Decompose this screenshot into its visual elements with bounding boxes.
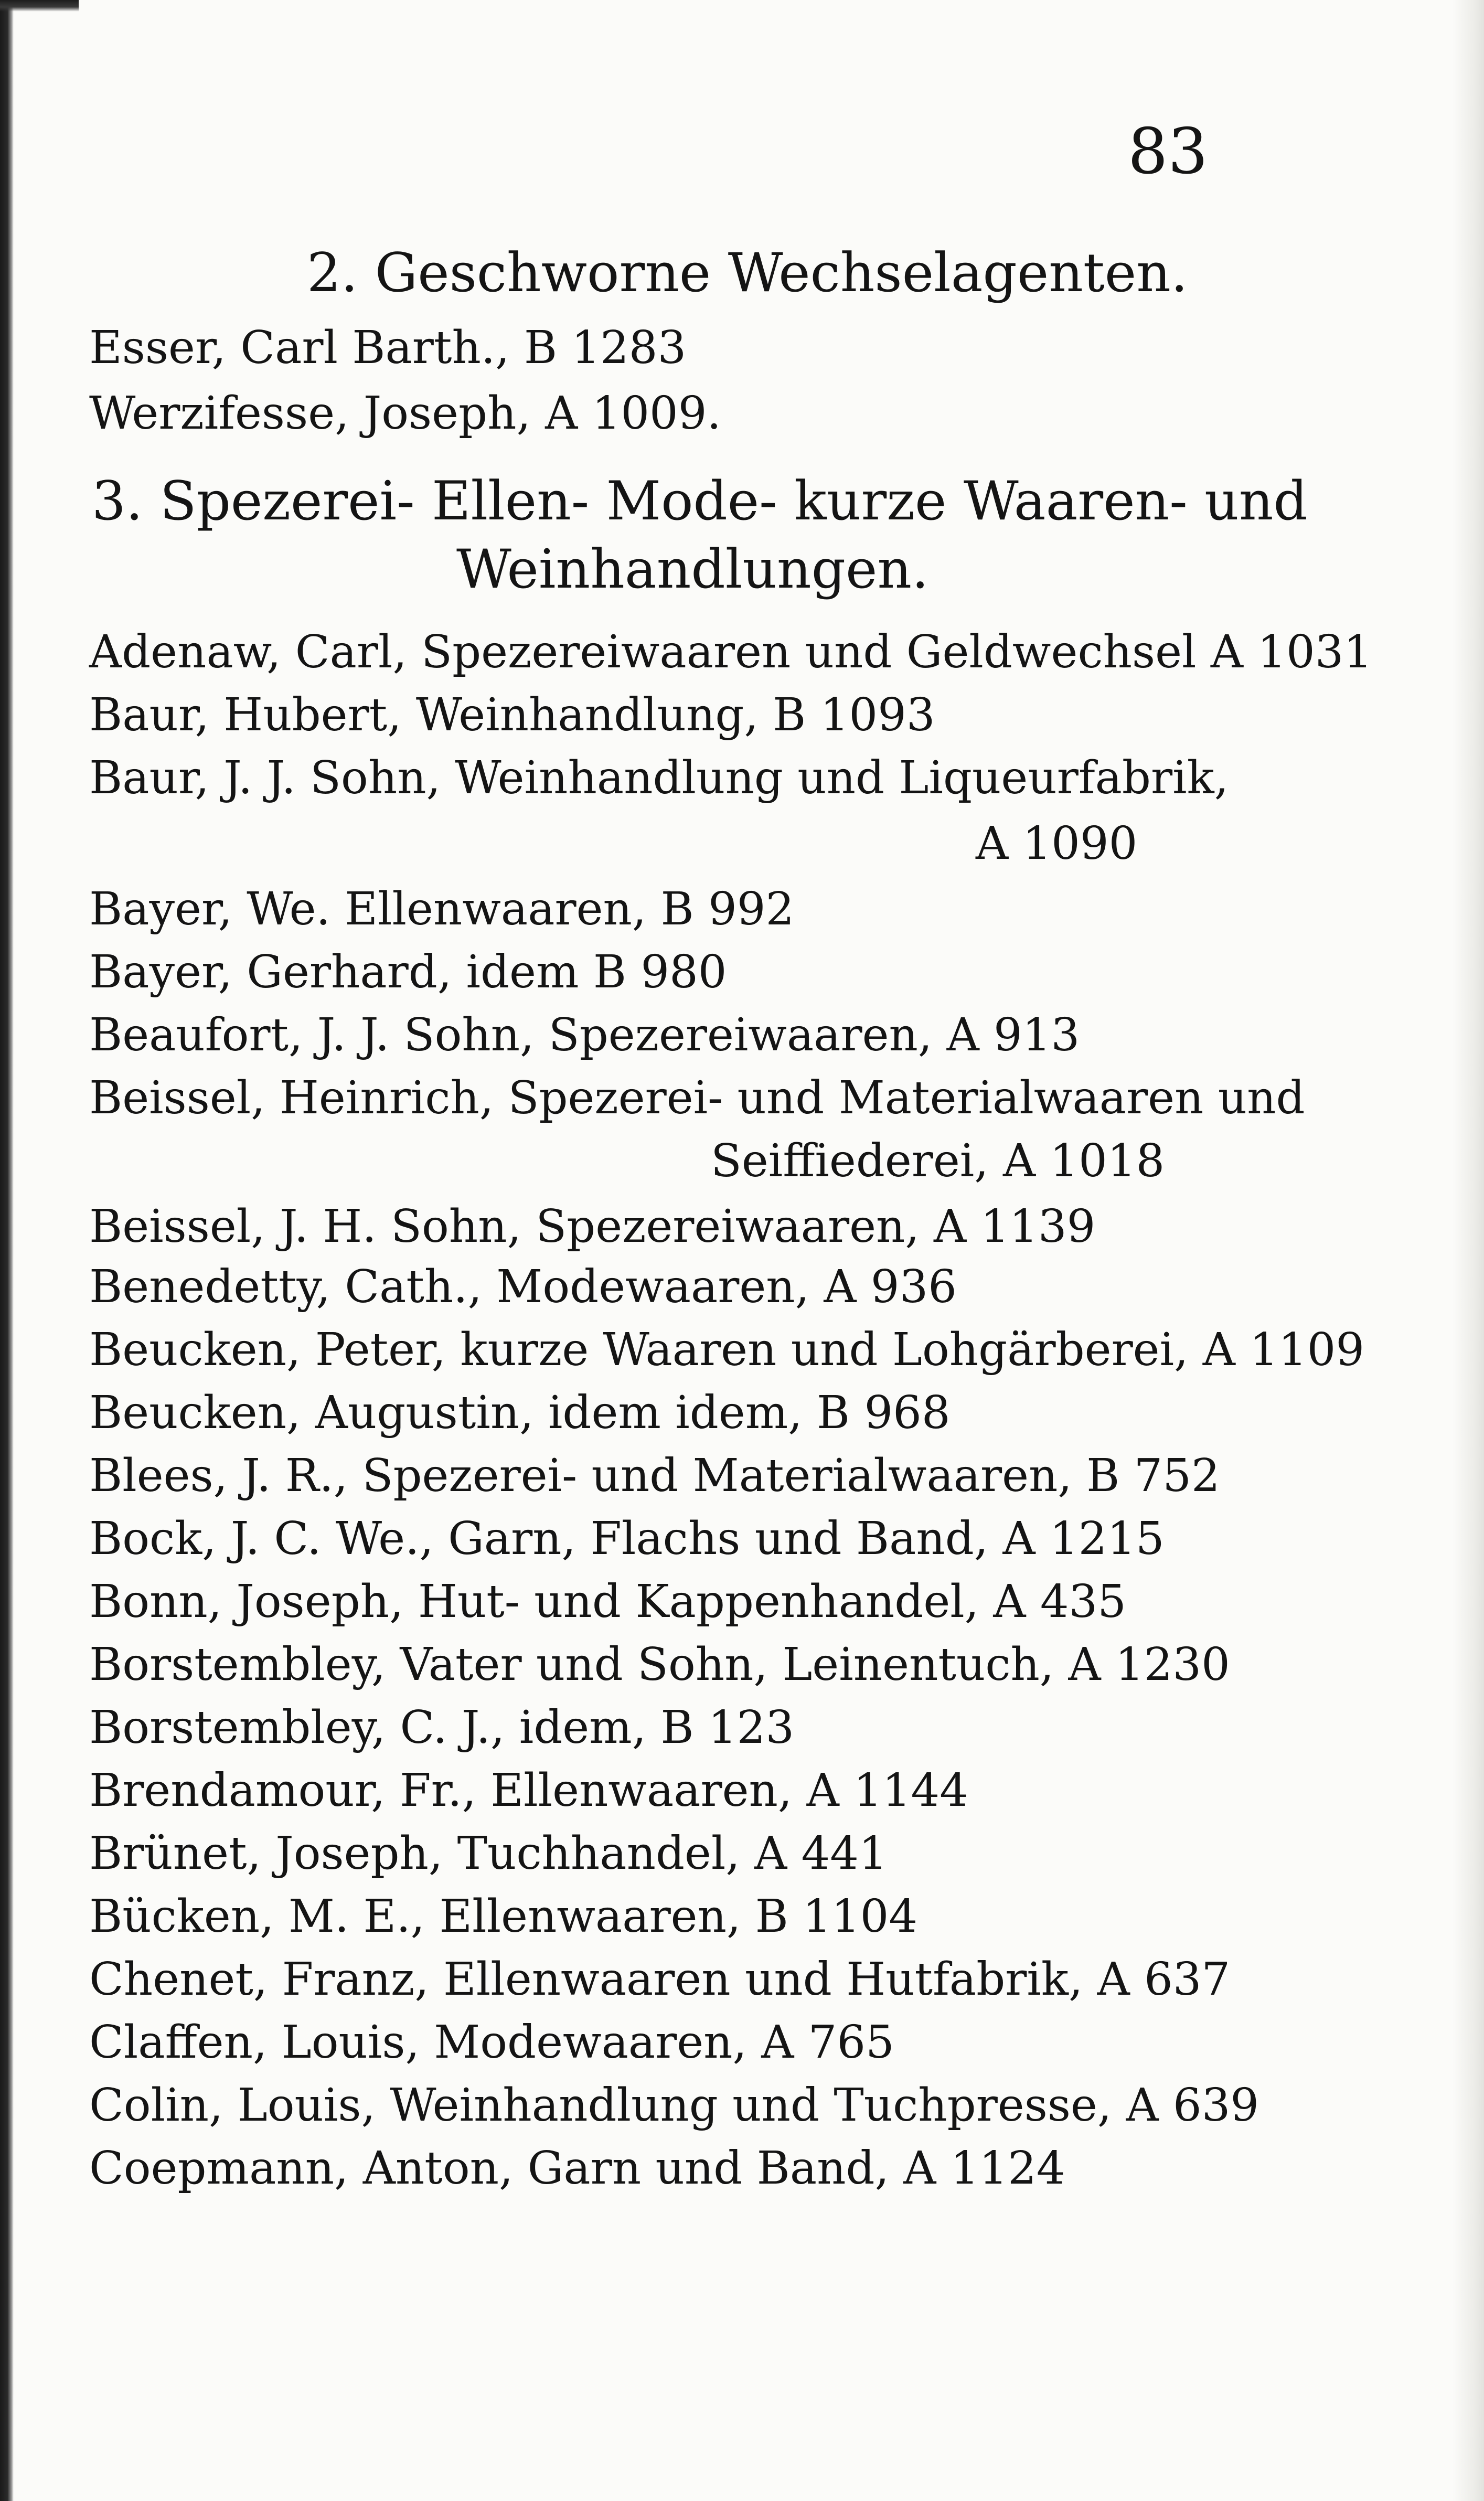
list-item: Bayer, We. Ellenwaaren, B 992 xyxy=(89,883,795,935)
list-item: Bock, J. C. We., Garn, Flachs und Band, A 1215 xyxy=(89,1513,1165,1565)
list-item: Bücken, M. E., Ellenwaaren, B 1104 xyxy=(89,1890,918,1943)
list-item: Colin, Louis, Weinhandlung und Tuchpresse, A 639 xyxy=(89,2079,1259,2132)
list-item: Claffen, Louis, Modewaaren, A 765 xyxy=(89,2016,894,2069)
list-item: Brendamour, Fr., Ellenwaaren, A 1144 xyxy=(89,1764,968,1817)
list-item: Benedetty, Cath., Modewaaren, A 936 xyxy=(89,1261,957,1313)
list-item: Coepmann, Anton, Garn und Band, A 1124 xyxy=(89,2142,1065,2195)
list-item: Esser, Carl Barth., B 1283 xyxy=(89,322,687,374)
section-heading-merchants: 3. Spezerei- Ellen- Mode- kurze Waaren- und xyxy=(92,470,1308,533)
section-heading-agents: 2. Geschworne Wechselagenten. xyxy=(307,242,1188,304)
list-item: Borstembley, C. J., idem, B 123 xyxy=(89,1701,795,1754)
list-item: Blees, J. R., Spezerei- und Materialwaaren, B 752 xyxy=(89,1450,1220,1502)
book-gutter-edge xyxy=(0,0,14,2501)
list-item: Baur, Hubert, Weinhandlung, B 1093 xyxy=(89,689,935,741)
list-item: Beissel, J. H. Sohn, Spezereiwaaren, A 1139 xyxy=(89,1200,1096,1253)
list-item: Bonn, Joseph, Hut- und Kappenhandel, A 435 xyxy=(89,1576,1126,1628)
page-edge-shade xyxy=(1453,0,1484,2501)
list-item: Beaufort, J. J. Sohn, Spezereiwaaren, A 913 xyxy=(89,1009,1080,1061)
list-item: Beissel, Heinrich, Spezerei- und Materialwaaren und xyxy=(89,1072,1305,1124)
list-item: Brünet, Joseph, Tuchhandel, A 441 xyxy=(89,1827,888,1880)
list-item: Bayer, Gerhard, idem B 980 xyxy=(89,946,727,998)
page-number: 83 xyxy=(1128,115,1208,188)
list-item: Werzifesse, Joseph, A 1009. xyxy=(89,387,721,440)
scan-corner-shadow xyxy=(0,0,79,12)
list-item: Baur, J. J. Sohn, Weinhandlung und Liqueurfabrik, xyxy=(89,752,1229,804)
list-item-continuation: A 1090 xyxy=(976,817,1138,870)
list-item: Beucken, Augustin, idem idem, B 968 xyxy=(89,1387,951,1439)
section-heading-merchants-cont: Weinhandlungen. xyxy=(456,538,929,601)
list-item: Borstembley, Vater und Sohn, Leinentuch, A 1230 xyxy=(89,1638,1230,1691)
list-item: Beucken, Peter, kurze Waaren und Lohgärberei, A 1109 xyxy=(89,1324,1365,1376)
list-item: Adenaw, Carl, Spezereiwaaren und Geldwechsel A 1031 xyxy=(89,626,1373,678)
list-item: Chenet, Franz, Ellenwaaren und Hutfabrik, A 637 xyxy=(89,1953,1231,2006)
list-item-continuation: Seiffiederei, A 1018 xyxy=(711,1135,1165,1187)
